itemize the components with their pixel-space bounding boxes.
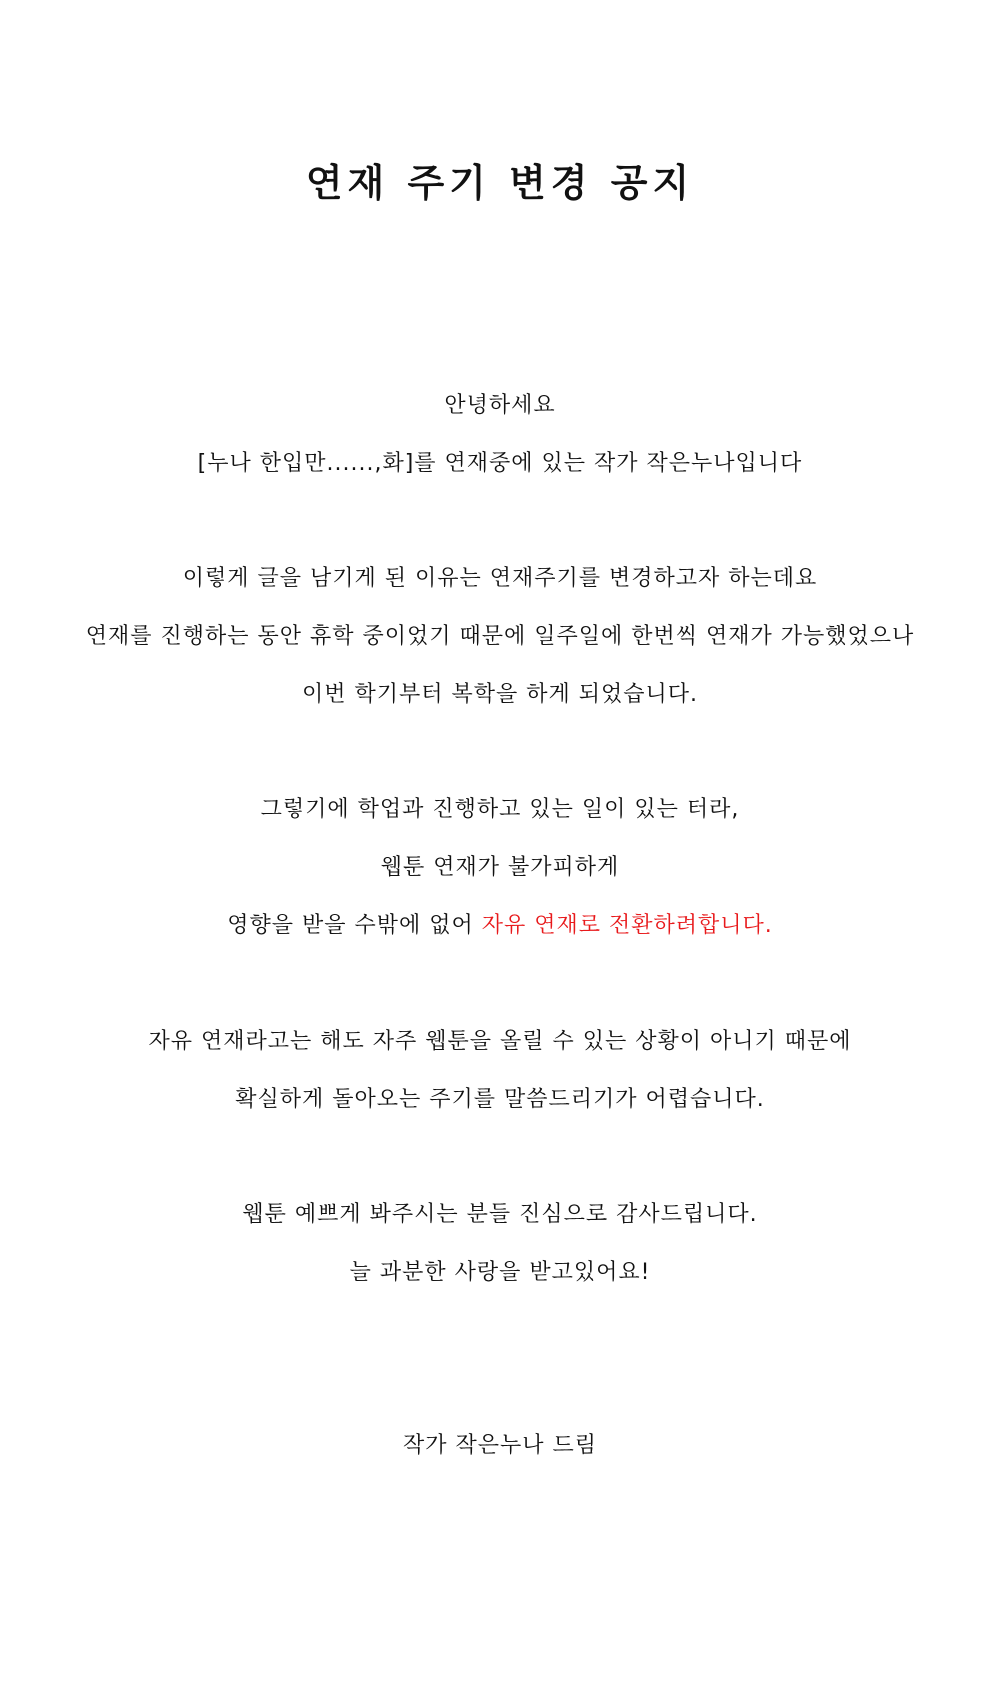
- detail-line-1: 자유 연재라고는 해도 자주 웹툰을 올릴 수 있는 상황이 아니기 때문에: [148, 1029, 852, 1054]
- change-line-3-text: 영향을 받을 수밖에 없어: [227, 913, 482, 938]
- notice-title: 연재 주기 변경 공지: [305, 161, 695, 205]
- change-line-2: 웹툰 연재가 불가피하게: [380, 855, 620, 880]
- thanks-line-1: 웹툰 예쁘게 봐주시는 분들 진심으로 감사드립니다.: [242, 1202, 758, 1227]
- reason-line-3: 이번 학기부터 복학을 하게 되었습니다.: [302, 682, 698, 707]
- author-intro-line: [누나 한입만......,화]를 연재중에 있는 작가 작은누나입니다: [197, 451, 803, 476]
- change-line-3: [0, 910, 1000, 942]
- reason-line-1: 이렇게 글을 남기게 된 이유는 연재주기를 변경하고자 하는데요: [182, 566, 818, 591]
- signature: 작가 작은누나 드림: [402, 1433, 597, 1458]
- change-line-1: 그렇기에 학업과 진행하고 있는 일이 있는 터라,: [260, 797, 740, 822]
- greeting-line: 안녕하세요: [444, 393, 556, 418]
- reason-line-2: 연재를 진행하는 동안 휴학 중이었기 때문에 일주일에 한번씩 연재가 가능했었으나: [85, 624, 915, 649]
- detail-line-2: 확실하게 돌아오는 주기를 말씀드리기가 어렵습니다.: [235, 1087, 765, 1112]
- thanks-line-2: 늘 과분한 사랑을 받고있어요!: [349, 1260, 651, 1285]
- free-serialization-highlight: 자유 연재로 전환하려합니다.: [481, 913, 773, 938]
